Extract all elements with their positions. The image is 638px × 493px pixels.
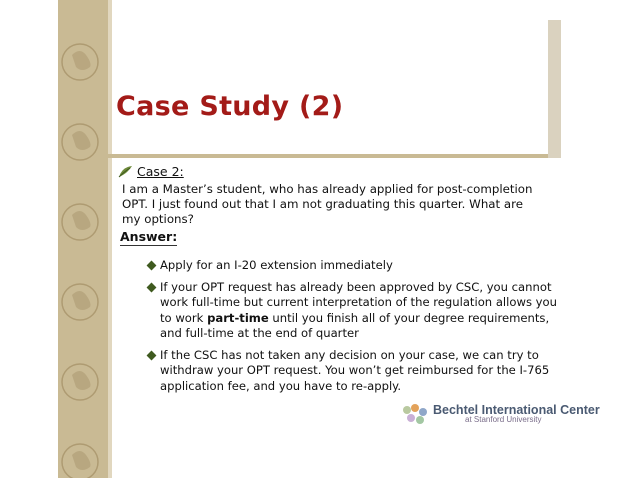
slide-title: Case Study (2) [116,91,344,122]
decorative-side-block [548,20,561,158]
case-heading [118,164,184,179]
diamond-bullet-icon [147,261,157,271]
leaf-bullet-icon [118,165,133,178]
list-item [146,258,561,274]
bechtel-logo-icon [400,402,430,426]
bechtel-logo [400,402,600,426]
case-description: I am a Master’s student, who has already applied for post-completion OPT. I just found out that I am not graduating this quarter. What are my options? [122,182,533,226]
globe-pattern-icon [58,0,108,478]
answer-label: Answer: [120,229,178,244]
logo-subtitle: at Stanford University [465,415,542,425]
title-underline-bar [108,154,548,158]
diamond-bullet-icon [147,350,157,360]
list-item [146,280,561,342]
case-label: Case 2: [137,164,184,179]
diamond-bullet-icon [147,282,157,292]
item-text-bold: part-time [207,310,269,325]
item-text-after: until you finish all of your degree requirements, and full-time at the end of quarter [160,310,550,340]
logo-name: Bechtel International Center [433,402,600,417]
item-text-before: If your OPT request has already been approved by CSC, you cannot work full-time but current interpretation of the regulation allows you to work [160,279,557,325]
item-text: Apply for an I-20 extension immediately [160,258,393,272]
answer-list [146,258,561,400]
item-text: If the CSC has not taken any decision on your case, we can try to withdraw your OPT request. You won’t get reimbursed for the I-765 application fee, and you have to re-apply. [160,347,550,393]
list-item [146,348,561,395]
decorative-side-strip [58,0,112,478]
